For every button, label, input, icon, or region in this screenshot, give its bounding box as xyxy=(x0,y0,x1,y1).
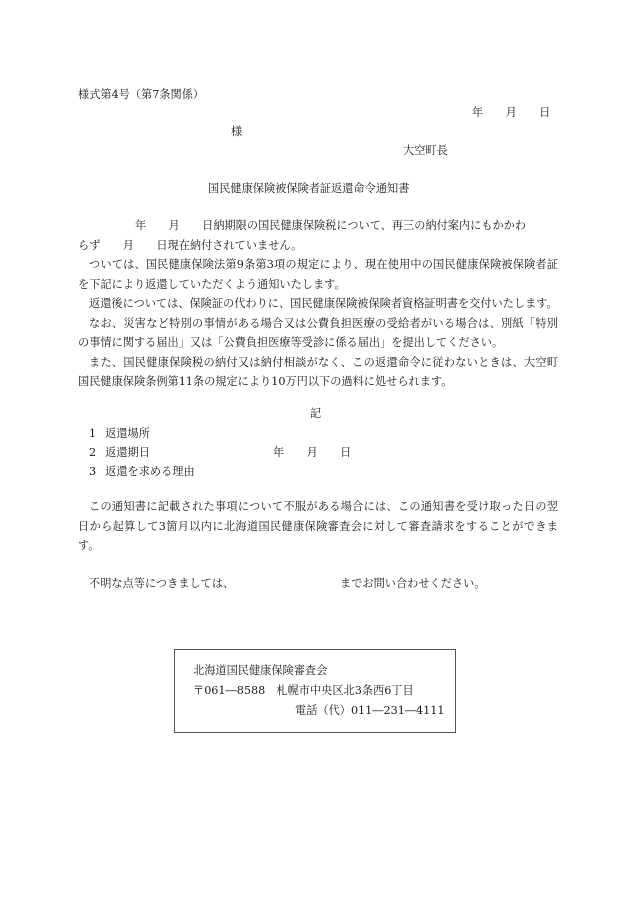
paragraph-1-line-1: 年 月 日納期限の国民健康保険税について、再三の納付案内にもかかわ xyxy=(135,219,527,232)
paragraph-3: 返還後については、保険証の代わりに、国民健康保険被保険者資格証明書を交付いたします。 xyxy=(89,297,558,310)
item-label: 返還場所 xyxy=(105,427,150,440)
paragraph-2: ついては、国民健康保険法第9条第3項の規定により、現在使用中の国民健康保険被保険者証を下記により返還していただくよう通知いたします。 xyxy=(78,258,558,291)
paragraph-4: なお、災害など特別の事情がある場合又は公費負担医療の受給者がいる場合は、別紙「特別の事情に関する届出」又は「公費負担医療等受診に係る届出」を提出してください。 xyxy=(78,316,558,349)
item-number: 1 xyxy=(89,427,97,440)
document-title: 国民健康保険被保険者証返還命令通知書 xyxy=(208,182,410,195)
item-row xyxy=(89,463,195,479)
item-label: 返還期日 xyxy=(105,446,150,459)
item-number: 3 xyxy=(89,465,97,478)
item-number: 2 xyxy=(89,446,97,459)
inquiry-suffix: までお問い合わせください。 xyxy=(340,577,486,590)
sender-name: 大空町長 xyxy=(403,144,448,157)
item-row xyxy=(89,425,150,441)
paragraph-1-line-2: らず 月 日現在納付されていません。 xyxy=(78,238,303,252)
contact-phone: 電話（代）011―231―4111 xyxy=(295,704,445,717)
inquiry-prefix: 不明な点等につきましては、 xyxy=(89,577,235,590)
date-line: 年 月 日 xyxy=(472,106,551,119)
item-row xyxy=(89,444,150,460)
ki-heading: 記 xyxy=(310,407,322,420)
contact-org: 北海道国民健康保険審査会 xyxy=(193,664,328,677)
contact-box xyxy=(174,649,456,733)
form-number: 様式第4号（第7条関係） xyxy=(78,88,205,101)
return-date-value: 年 月 日 xyxy=(273,446,352,459)
addressee-sama: 様 xyxy=(231,125,243,138)
item-label: 返還を求める理由 xyxy=(105,465,195,478)
appeal-paragraph: この通知書に記載された事項について不服がある場合には、この通知書を受け取った日の翌日から起算して3箇月以内に北海道国民健康保険審査会に対して審査請求をすることができます。 xyxy=(78,500,558,552)
contact-address: 〒061―8588 札幌市中央区北3条西6丁目 xyxy=(193,684,414,697)
appeal-section xyxy=(78,497,558,556)
notice-body xyxy=(78,216,558,392)
paragraph-5: また、国民健康保険税の納付又は納付相談がなく、この返還命令に従わないときは、大空町国民健康保険条例第11条の規定により10万円以下の過料に処せられます。 xyxy=(78,355,558,388)
